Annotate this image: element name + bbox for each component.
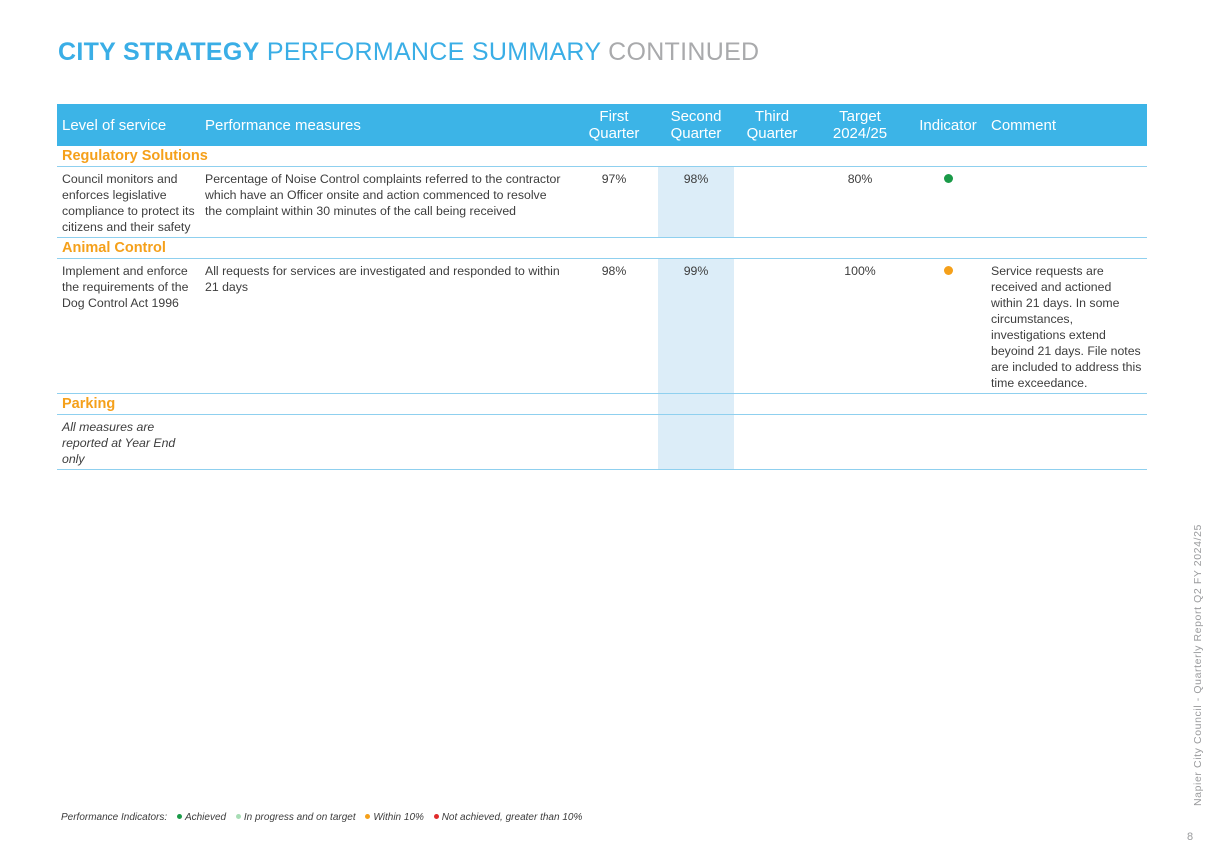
first-quarter-cell: [570, 415, 658, 470]
target-cell: 100%: [810, 259, 910, 394]
header-second-quarter-line2: Quarter: [670, 125, 722, 142]
within-10-percent-dot-icon: [365, 814, 370, 819]
title-city-strategy: CITY STRATEGY: [58, 38, 260, 66]
header-comment: Comment: [986, 104, 1147, 146]
section-title: Animal Control: [57, 238, 1147, 259]
third-quarter-cell: [734, 415, 810, 470]
header-performance-measures: Performance measures: [200, 104, 570, 146]
performance-table: [57, 104, 1147, 470]
achieved-dot-icon: [177, 814, 182, 819]
header-level-of-service: Level of service: [57, 104, 200, 146]
table-row: [57, 259, 1147, 394]
second-quarter-cell: 98%: [658, 167, 734, 238]
section-title: Parking: [57, 394, 658, 415]
not-achieved-dot-icon: [434, 814, 439, 819]
page-number: 8: [1187, 831, 1194, 843]
table-row: [57, 167, 1147, 238]
target-cell: [810, 415, 910, 470]
performance-measure-cell: [200, 415, 570, 470]
legend-label: Performance Indicators:: [61, 812, 168, 823]
header-first-quarter: [570, 104, 658, 146]
second-quarter-cell: 99%: [658, 259, 734, 394]
header-first-quarter-line1: First: [599, 108, 629, 125]
section-row-regulatory-solutions: [57, 146, 1147, 167]
legend-item-not-achieved: Not achieved, greater than 10%: [441, 812, 583, 823]
comment-cell: [986, 167, 1147, 238]
header-target-line1: Target: [839, 108, 881, 125]
title-continued: CONTINUED: [600, 38, 760, 66]
legend-item-in-progress: In progress and on target: [243, 812, 356, 823]
comment-cell: [986, 415, 1147, 470]
table-row: [57, 415, 1147, 470]
section-row-parking: [57, 394, 1147, 415]
second-quarter-cell: [658, 415, 734, 470]
header-third-quarter-line2: Quarter: [746, 125, 798, 142]
section-title: Regulatory Solutions: [57, 146, 1147, 167]
third-quarter-cell: [734, 259, 810, 394]
achieved-indicator-icon: [944, 174, 953, 183]
header-target: [810, 104, 910, 146]
header-second-quarter: [658, 104, 734, 146]
first-quarter-cell: 98%: [570, 259, 658, 394]
performance-measure-cell: All requests for services are investigated and responded to within 21 days: [200, 259, 570, 394]
performance-measure-cell: Percentage of Noise Control complaints referred to the contractor which have an Officer onsite and action commenced to resolve the complaint within 30 minutes of the call being received: [200, 167, 570, 238]
page-title: [58, 38, 759, 67]
indicator-cell: [910, 259, 986, 394]
header-second-quarter-line1: Second: [670, 108, 722, 125]
section-spacer: [734, 394, 1147, 415]
legend-item-within-10: Within 10%: [373, 812, 424, 823]
table-header-row: [57, 104, 1147, 146]
header-third-quarter-line1: Third: [754, 108, 790, 125]
comment-cell: Service requests are received and actioned within 21 days. In some circumstances, investigations extend beyoind 21 days. File notes are included to address this time exceedance.: [986, 259, 1147, 394]
header-first-quarter-line2: Quarter: [588, 125, 640, 142]
target-cell: 80%: [810, 167, 910, 238]
indicator-cell: [910, 167, 986, 238]
third-quarter-cell: [734, 167, 810, 238]
header-third-quarter: [734, 104, 810, 146]
level-of-service-cell: Council monitors and enforces legislative compliance to protect its citizens and their safety: [57, 167, 200, 238]
section-row-animal-control: [57, 238, 1147, 259]
header-target-line2: 2024/25: [832, 125, 888, 142]
first-quarter-cell: 97%: [570, 167, 658, 238]
header-indicator: Indicator: [910, 104, 986, 146]
report-footer-vertical: Napier City Council - Quarterly Report Q2 FY 2024/25: [1192, 524, 1204, 806]
legend-item-achieved: Achieved: [184, 812, 227, 823]
level-of-service-cell: All measures are reported at Year End only: [57, 415, 200, 470]
within-10-percent-indicator-icon: [944, 266, 953, 275]
indicator-cell: [910, 415, 986, 470]
in-progress-dot-icon: [236, 814, 241, 819]
second-quarter-cell: [658, 394, 734, 415]
title-performance-summary: PERFORMANCE SUMMARY: [259, 38, 601, 66]
performance-indicators-legend: [61, 812, 582, 823]
level-of-service-cell: Implement and enforce the requirements of the Dog Control Act 1996: [57, 259, 200, 394]
